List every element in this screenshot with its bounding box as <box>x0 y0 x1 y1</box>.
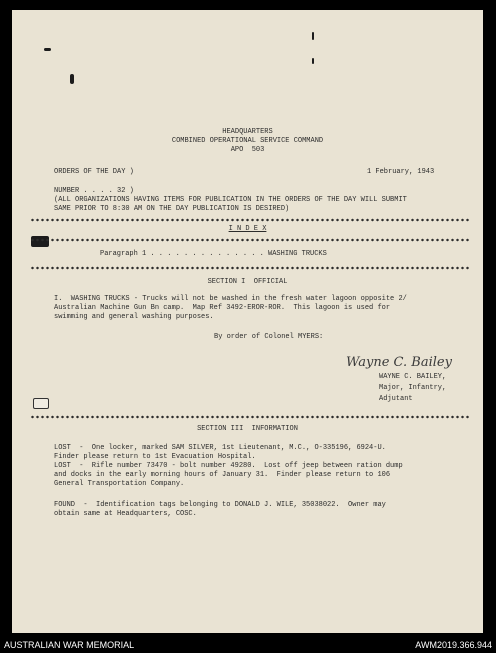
archive-name: AUSTRALIAN WAR MEMORIAL <box>4 640 135 650</box>
binding-mark <box>44 48 51 51</box>
signatory-rank: Major, Infantry, <box>379 384 447 392</box>
lost-rifle-line2: and docks in the early morning hours of January 31. Finder please return to 106 <box>54 471 391 479</box>
section-i-title: SECTION I OFFICIAL <box>207 278 288 286</box>
separator-line <box>30 218 470 222</box>
orders-notice-line1: (ALL ORGANIZATIONS HAVING ITEMS FOR PUBLICATION IN THE ORDERS OF THE DAY WILL SUBMIT <box>54 196 407 204</box>
section-i-paragraph-line1: I. WASHING TRUCKS - Trucks will not be washed in the fresh water lagoon opposite 2/ <box>54 295 407 303</box>
separator-line <box>30 266 470 270</box>
binding-mark <box>312 58 314 64</box>
lost-locker-line2: Finder please return to 1st Evacuation Hospital. <box>54 453 256 461</box>
lost-rifle-line3: General Transportation Company. <box>54 480 185 488</box>
archive-reference: AWM2019.366.944 <box>415 640 492 650</box>
lost-rifle-line1: LOST - Rifle number 73470 - bolt number 49280. Lost off jeep between ration dump <box>54 462 403 470</box>
header-title: HEADQUARTERS <box>222 128 273 136</box>
binding-mark <box>70 74 74 84</box>
orders-notice-line2: SAME PRIOR TO 8:30 AM ON THE DAY PUBLICATION IS DESIRED) <box>54 205 290 213</box>
separator-line <box>30 415 470 419</box>
found-tags-line1: FOUND - Identification tags belonging to DONALD J. WILE, 35038022. Owner may <box>54 501 386 509</box>
archive-footer <box>0 638 496 653</box>
lost-locker-line1: LOST - One locker, marked SAM SILVER, 1st Lieutenant, M.C., O-335196, 6924-U. <box>54 444 386 452</box>
handwritten-signature: Wayne C. Bailey <box>346 355 452 370</box>
separator-line <box>30 238 470 242</box>
orders-label: ORDERS OF THE DAY ) <box>54 168 134 176</box>
signatory-name: WAYNE C. BAILEY, <box>379 373 447 381</box>
binding-mark <box>312 32 314 40</box>
header-command: COMBINED OPERATIONAL SERVICE COMMAND <box>171 137 324 145</box>
section-iii-title: SECTION III INFORMATION <box>197 425 298 433</box>
document-page <box>12 10 483 633</box>
by-order-line: By order of Colonel MYERS: <box>214 333 324 341</box>
index-entry: Paragraph 1 . . . . . . . . . . . . . . WASHING TRUCKS <box>100 250 327 258</box>
index-title: I N D E X <box>228 225 267 233</box>
found-tags-line2: obtain same at Headquarters, COSC. <box>54 510 197 518</box>
orders-number: NUMBER . . . . 32 ) <box>54 187 134 195</box>
orders-date: 1 February, 1943 <box>367 168 435 176</box>
punch-hole <box>33 398 49 409</box>
section-i-paragraph-line2: Australian Machine Gun Bn camp. Map Ref 3492-EROR-ROR. This lagoon is used for <box>54 304 391 312</box>
signatory-role: Adjutant <box>379 395 413 403</box>
section-i-paragraph-line3: swimming and general washing purposes. <box>54 313 214 321</box>
header-apo: APO 503 <box>230 146 265 154</box>
